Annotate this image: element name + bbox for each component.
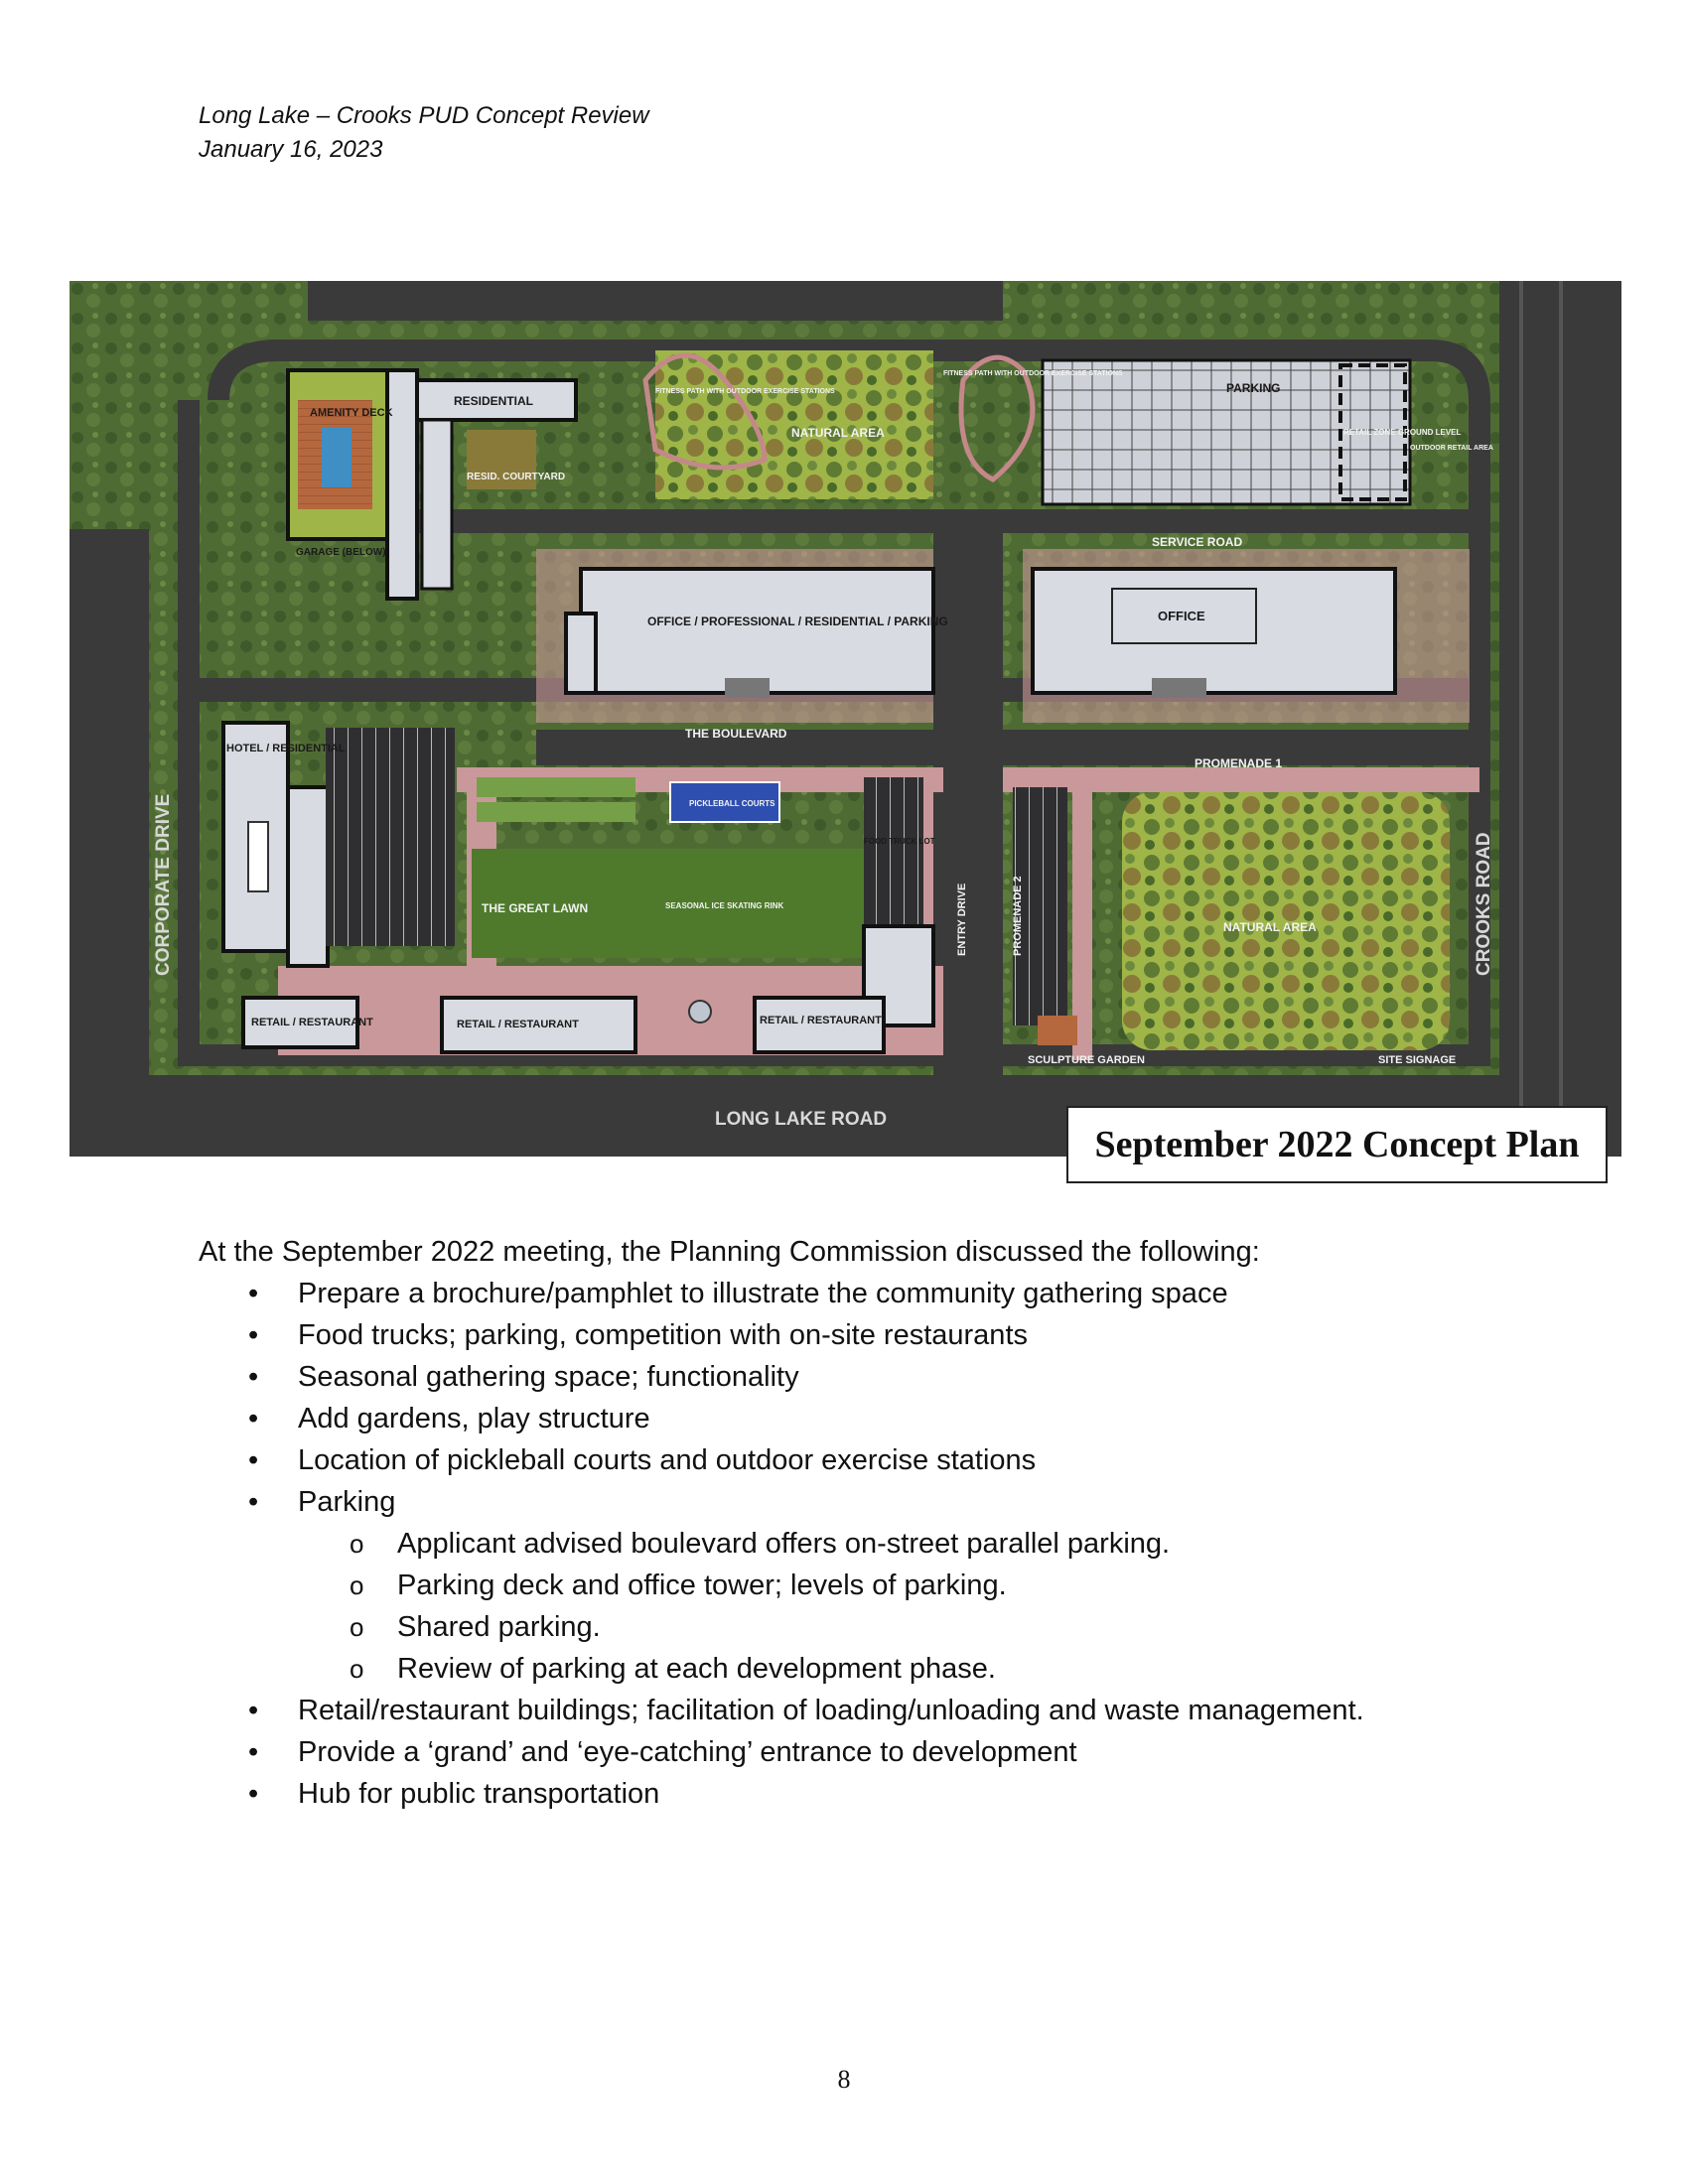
list-item: • Seasonal gathering space; functionality — [199, 1356, 1489, 1398]
label-promenade-1: PROMENADE 1 — [1195, 756, 1283, 770]
sub-list-item: o Applicant advised boulevard offers on-street parallel parking. — [199, 1523, 1489, 1565]
label-natural-area-top: NATURAL AREA — [791, 426, 885, 440]
header-date: January 16, 2023 — [199, 136, 383, 163]
list-item: • Parking — [199, 1481, 1489, 1523]
bullet-icon: • — [248, 1736, 259, 1768]
label-fitness-path-1: FITNESS PATH WITH OUTDOOR EXERCISE STATIONS — [655, 388, 835, 395]
label-promenade-2: PROMENADE 2 — [1012, 876, 1024, 956]
label-office-professional: OFFICE / PROFESSIONAL / RESIDENTIAL / PARKING — [647, 614, 948, 628]
label-resid-courtyard: RESID. COURTYARD — [467, 472, 566, 482]
sub-list-item: o Parking deck and office tower; levels of parking. — [199, 1565, 1489, 1606]
label-retail-2: RETAIL / RESTAURANT — [457, 1019, 579, 1030]
label-retail-1: RETAIL / RESTAURANT — [251, 1017, 373, 1028]
label-parking: PARKING — [1226, 381, 1281, 395]
label-fitness-path-2: FITNESS PATH WITH OUTDOOR EXERCISE STATIONS — [943, 370, 1123, 377]
bullet-icon: • — [248, 1403, 259, 1434]
intro-paragraph: At the September 2022 meeting, the Planning Commission discussed the following: — [199, 1236, 1260, 1268]
list-item: • Retail/restaurant buildings; facilitation of loading/unloading and waste management. — [199, 1690, 1489, 1731]
list-item: • Provide a ‘grand’ and ‘eye-catching’ entrance to development — [199, 1731, 1489, 1773]
label-crooks-road: CROOKS ROAD — [1474, 832, 1494, 976]
sub-list-item: o Shared parking. — [199, 1606, 1489, 1648]
label-great-lawn: THE GREAT LAWN — [482, 901, 589, 915]
list-item: • Prepare a brochure/pamphlet to illustrate the community gathering space — [199, 1273, 1489, 1314]
bullet-icon: • — [248, 1444, 259, 1476]
label-outdoor-retail: OUTDOOR RETAIL AREA — [1410, 445, 1493, 452]
label-retail-3: RETAIL / RESTAURANT — [760, 1015, 882, 1026]
label-amenity-deck: AMENITY DECK — [310, 407, 393, 419]
bullet-icon: • — [248, 1778, 259, 1810]
label-sculpture-garden: SCULPTURE GARDEN — [1028, 1054, 1145, 1066]
label-food-truck: FOOD TRUCK LOT — [864, 837, 935, 846]
page-number: 8 — [837, 2065, 851, 2094]
label-natural-area-right: NATURAL AREA — [1223, 920, 1317, 934]
meeting-notes — [199, 1231, 1489, 1815]
header-title: Long Lake – Crooks PUD Concept Review — [199, 102, 649, 129]
label-corporate-drive: CORPORATE DRIVE — [153, 793, 174, 976]
bullet-icon: • — [248, 1361, 259, 1393]
list-item: • Food trucks; parking, competition with on-site restaurants — [199, 1314, 1489, 1356]
list-item: • Add gardens, play structure — [199, 1398, 1489, 1439]
discussion-list-continued — [199, 1690, 1489, 1815]
label-hotel: HOTEL / RESIDENTIAL — [226, 743, 346, 754]
sub-bullet-icon: o — [350, 1570, 364, 1600]
label-office: OFFICE — [1158, 609, 1205, 623]
sub-list-item: o Review of parking at each development phase. — [199, 1648, 1489, 1690]
list-item: • Hub for public transportation — [199, 1773, 1489, 1815]
discussion-list — [199, 1273, 1489, 1523]
label-pickleball: PICKLEBALL COURTS — [689, 799, 775, 808]
bullet-icon: • — [248, 1486, 259, 1518]
bullet-icon: • — [248, 1695, 259, 1726]
label-residential: RESIDENTIAL — [454, 394, 534, 408]
bullet-icon: • — [248, 1319, 259, 1351]
sub-bullet-icon: o — [350, 1654, 364, 1684]
figure-caption: September 2022 Concept Plan — [1066, 1106, 1608, 1183]
label-long-lake-road: LONG LAKE ROAD — [715, 1109, 888, 1130]
list-item: • Location of pickleball courts and outdoor exercise stations — [199, 1439, 1489, 1481]
site-plan-drawing — [70, 281, 1621, 1157]
sub-bullet-icon: o — [350, 1529, 364, 1559]
bullet-icon: • — [248, 1278, 259, 1309]
parking-sublist — [199, 1523, 1489, 1690]
label-entry-drive: ENTRY DRIVE — [956, 883, 968, 956]
label-garage: GARAGE (BELOW) — [296, 547, 386, 558]
label-boulevard: THE BOULEVARD — [685, 727, 787, 741]
document-header — [199, 99, 649, 167]
label-service-road: SERVICE ROAD — [1152, 535, 1243, 549]
sub-bullet-icon: o — [350, 1612, 364, 1642]
label-retail-zone: RETAIL ZONE GROUND LEVEL — [1343, 428, 1462, 437]
label-ice-rink: SEASONAL ICE SKATING RINK — [665, 901, 784, 910]
site-plan-figure — [70, 281, 1621, 1157]
label-site-signage: SITE SIGNAGE — [1378, 1054, 1457, 1066]
